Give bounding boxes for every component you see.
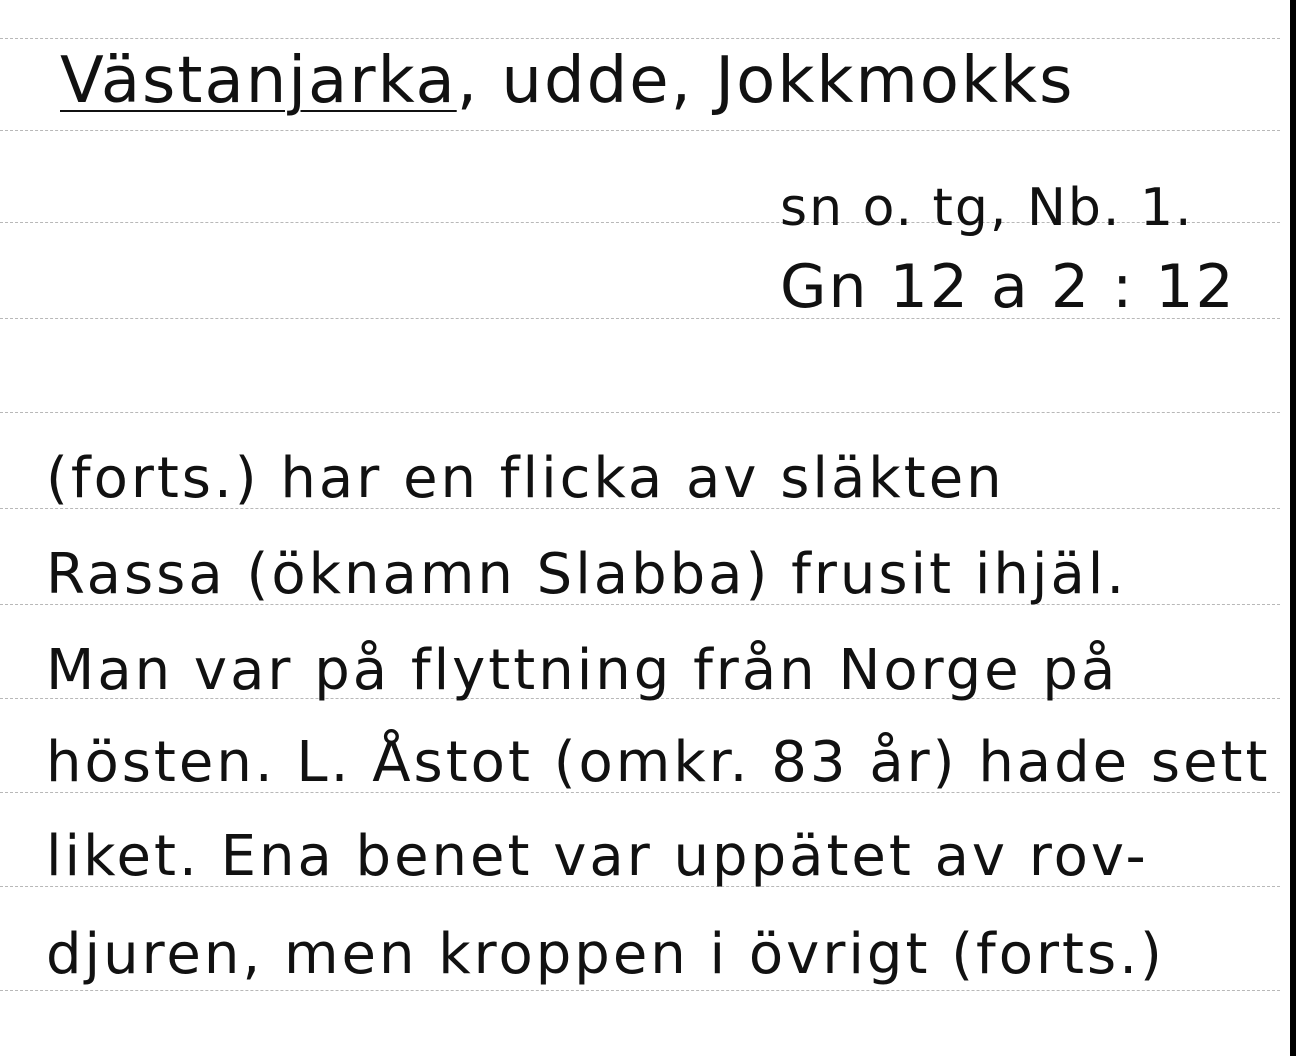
body-line: djuren, men kroppen i övrigt (forts.) xyxy=(46,922,1165,987)
place-name: Västanjarka xyxy=(60,44,457,118)
ruled-line xyxy=(0,412,1280,413)
body-line: Rassa (öknamn Slabba) frusit ihjäl. xyxy=(46,542,1128,607)
body-line: (forts.) har en flicka av släkten xyxy=(46,446,1005,511)
ruled-line xyxy=(0,990,1280,991)
card-edge xyxy=(1290,0,1296,1056)
ruled-line xyxy=(0,130,1280,131)
map-reference: Gn 12 a 2 : 12 xyxy=(780,252,1236,322)
body-line: hösten. L. Åstot (omkr. 83 år) hade sett xyxy=(46,730,1271,795)
ruled-line xyxy=(0,38,1280,39)
card-title xyxy=(60,44,1074,118)
place-description: , udde, Jokkmokks xyxy=(456,44,1075,118)
body-line: Man var på flyttning från Norge på xyxy=(46,638,1119,703)
body-line: liket. Ena benet var uppätet av rov- xyxy=(46,824,1149,889)
parish-reference: sn o. tg, Nb. 1. xyxy=(780,178,1194,238)
